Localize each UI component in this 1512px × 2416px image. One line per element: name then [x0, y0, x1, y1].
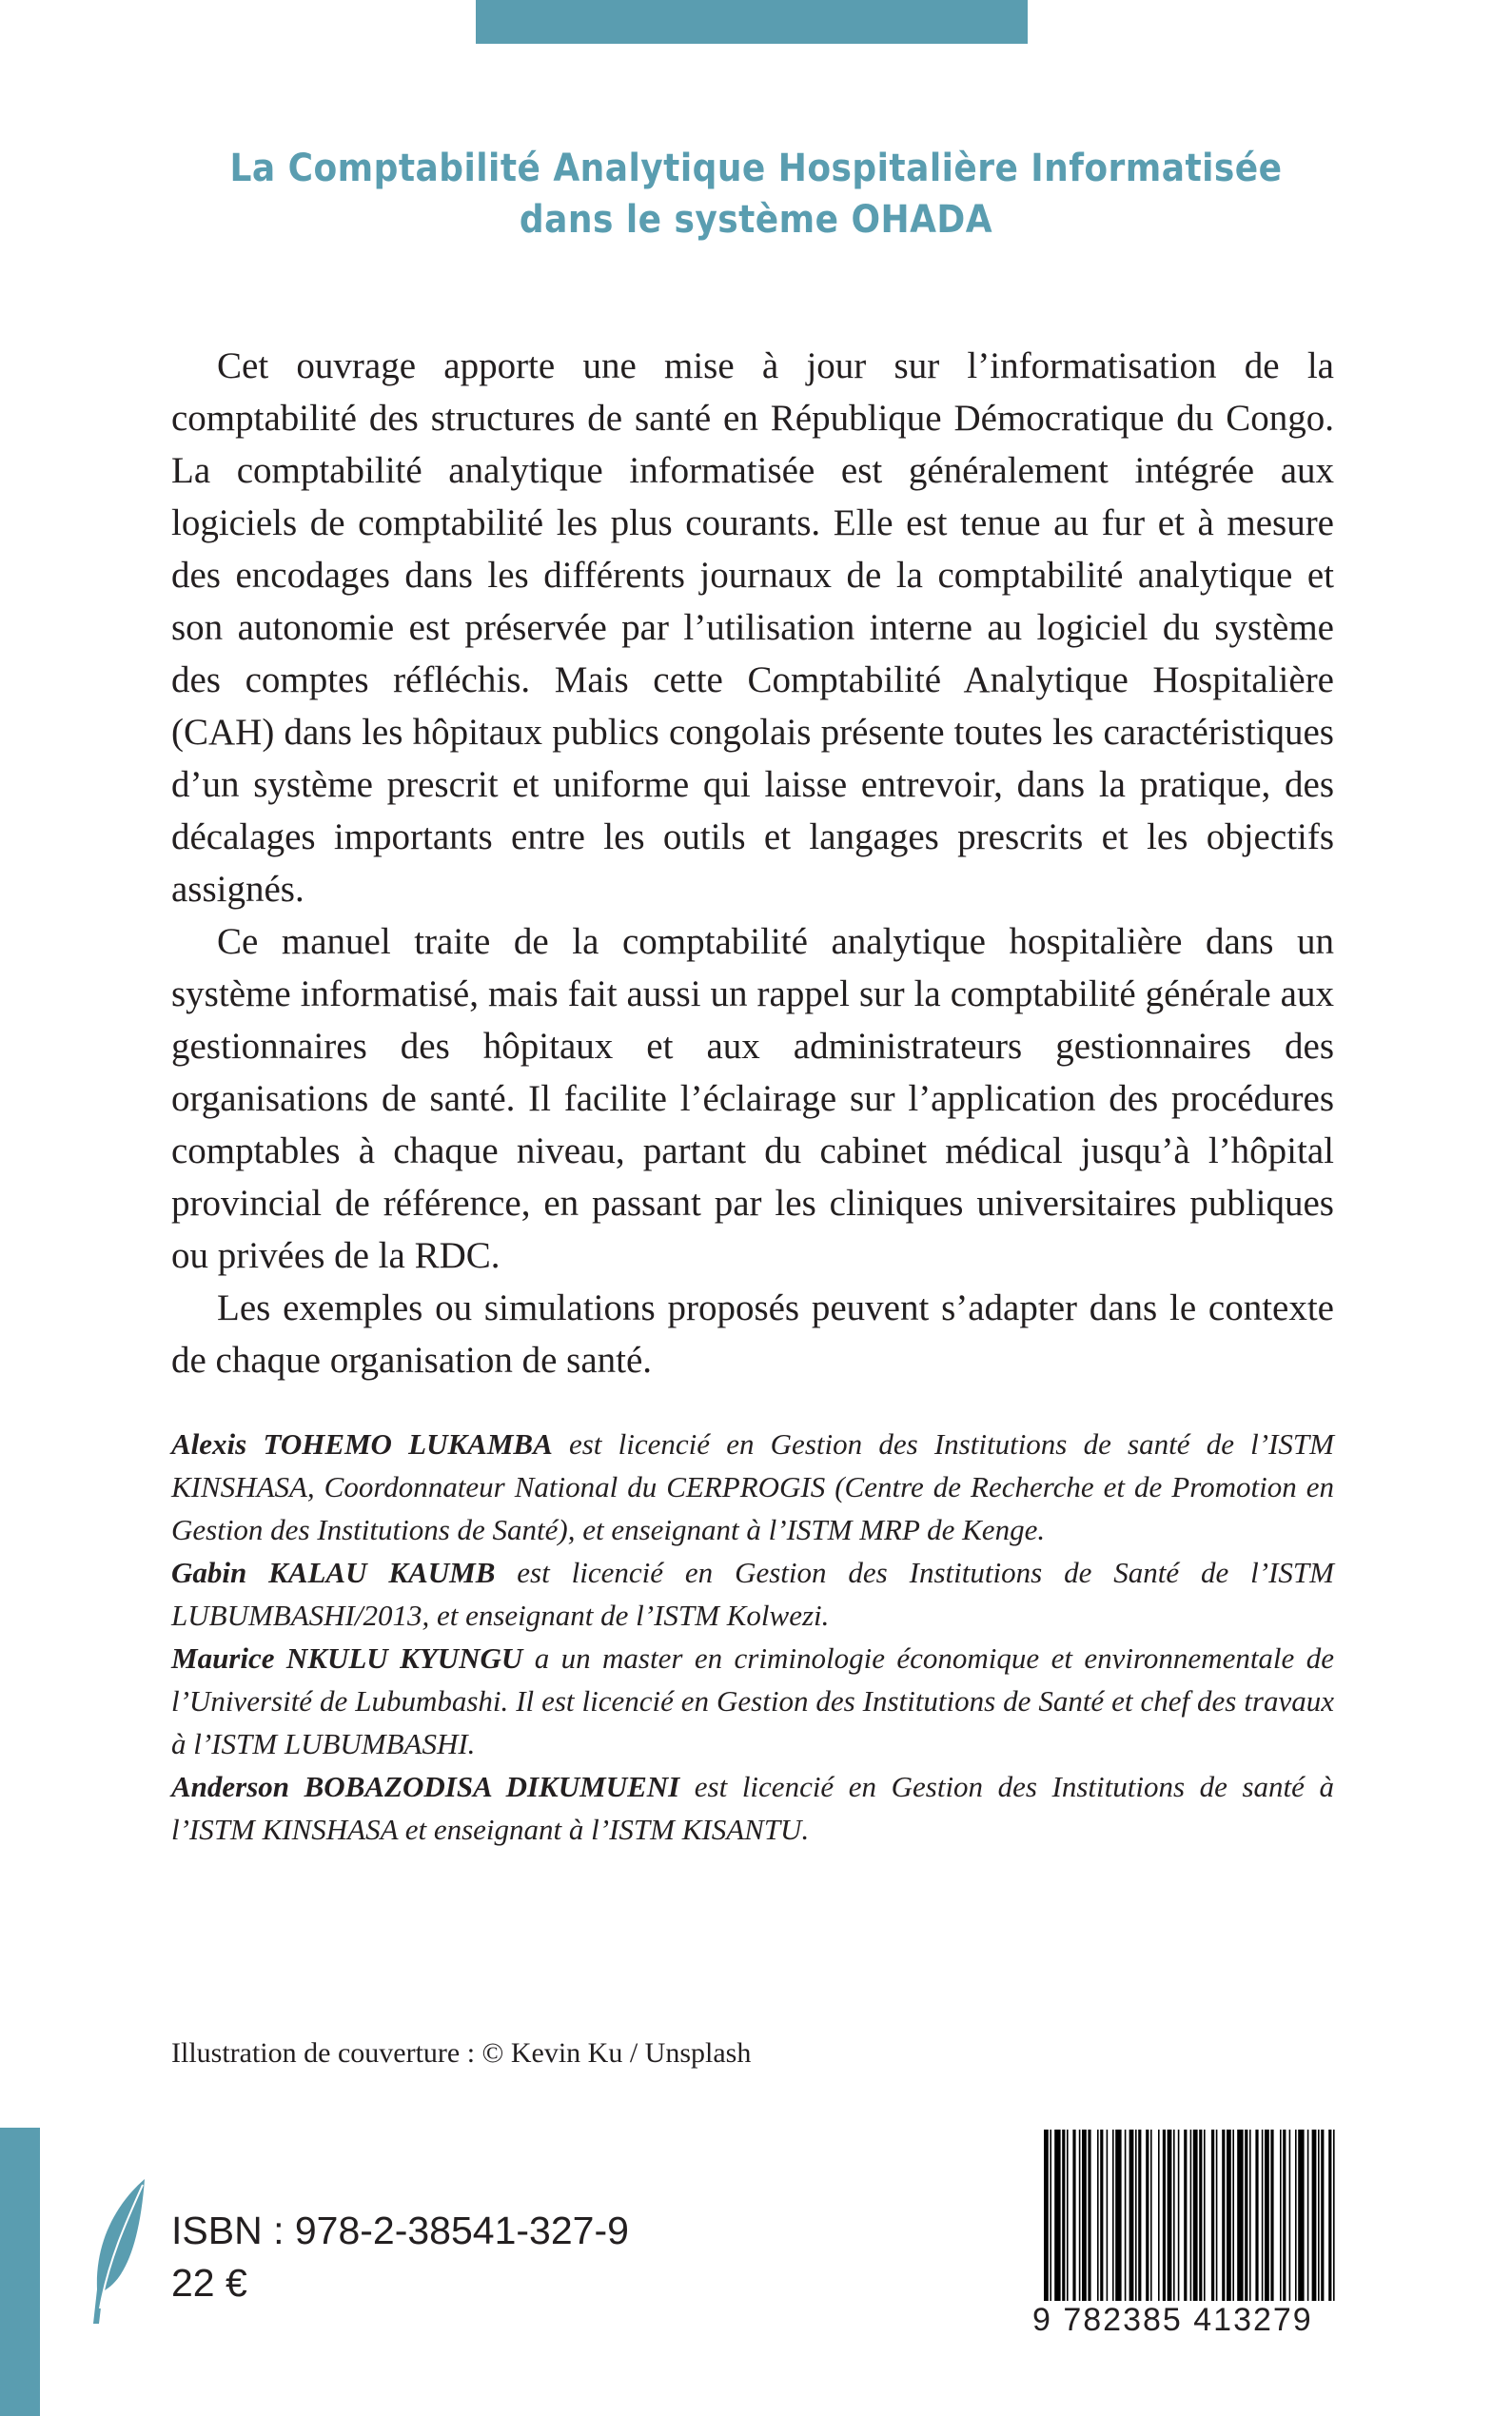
author-bio-text: est licencié en Gestion des Institutions de santé de l’ISTM KINSHASA, Coordonnateur National du CERPROGIS (Centre de Recherche et de Promotion en Gestion des Institutions de Santé), et enseignant à l’ISTM MRP de Kenge. — [171, 1427, 1334, 1546]
barcode-bar — [1088, 2130, 1090, 2301]
barcode-bar — [1193, 2130, 1198, 2301]
barcode-bar — [1283, 2130, 1286, 2301]
barcode-bar — [1190, 2130, 1192, 2301]
barcode-bar — [1312, 2130, 1317, 2301]
summary-paragraph-2: Ce manuel traite de la comptabilité analytique hospitalière dans un système informatisé, mais fait aussi un rappel sur la comptabilité générale aux gestionnaires des hôpitaux et aux administrateurs gestionnaires des organisations de santé. Il facilite l’éclairage sur l’application des procédures comptables à chaque niveau, partant du cabinet médical jusqu’à l’hôpital provincial de référence, en passant par les cliniques universitaires publiques ou privées de la RDC. — [171, 921, 1334, 1276]
barcode-bar — [1307, 2130, 1309, 2301]
barcode-bar — [1082, 2130, 1087, 2301]
summary-paragraph-3: Les exemples ou simulations proposés peuvent s’adapter dans le contexte de chaque organisation de santé. — [171, 1287, 1334, 1381]
barcode-bar — [1289, 2130, 1291, 2301]
barcode-bar — [1204, 2130, 1206, 2301]
barcode-bar — [1318, 2130, 1320, 2301]
barcode-bar — [1054, 2130, 1060, 2301]
author-bio — [171, 1637, 1334, 1765]
book-title-line-2: dans le système OHADA — [519, 198, 993, 242]
barcode-bar — [1129, 2130, 1134, 2301]
barcode-bar — [1138, 2130, 1141, 2301]
author-bios — [171, 1423, 1334, 1851]
barcode-bar — [1062, 2130, 1065, 2301]
barcode-bar — [1072, 2130, 1075, 2301]
barcode-bars — [1032, 2130, 1342, 2301]
author-name: Alexis TOHEMO LUKAMBA — [171, 1427, 553, 1461]
barcode-bar — [1232, 2130, 1234, 2301]
barcode-bar — [1237, 2130, 1243, 2301]
barcode-bar — [1158, 2130, 1160, 2301]
author-bio — [171, 1765, 1334, 1851]
barcode-bar — [1112, 2130, 1114, 2301]
cover-illustration-credit: Illustration de couverture : © Kevin Ku / Unsplash — [171, 2037, 752, 2069]
barcode-bar — [1262, 2130, 1264, 2301]
barcode-bar — [1295, 2130, 1297, 2301]
barcode-bar — [1328, 2130, 1331, 2301]
barcode-bar — [1097, 2130, 1099, 2301]
side-accent-bar — [0, 2128, 40, 2416]
author-name: Anderson BOBAZODISA DIKUMUENI — [171, 1770, 680, 1803]
barcode-bar — [1150, 2130, 1152, 2301]
barcode-bar — [1255, 2130, 1258, 2301]
barcode-bar — [1211, 2130, 1214, 2301]
author-bio-text: a un master en criminologie économique et environnementale de l’Université de Lubumbashi. Il est licencié en Gestion des Institutions de Santé et chef des travaux à l’ISTM LUBUMBASHI. — [171, 1641, 1334, 1760]
barcode-bar — [1270, 2130, 1273, 2301]
barcode-bar — [1146, 2130, 1149, 2301]
barcode-bar — [1163, 2130, 1166, 2301]
barcode-bar — [1321, 2130, 1324, 2301]
barcode-bar — [1135, 2130, 1137, 2301]
barcode-bar — [1280, 2130, 1282, 2301]
barcode-bar — [1265, 2130, 1269, 2301]
back-cover-summary — [171, 340, 1334, 1386]
author-bio — [171, 1551, 1334, 1637]
barcode-bar — [1050, 2130, 1051, 2301]
barcode-bar — [1298, 2130, 1304, 2301]
barcode-bar — [1222, 2130, 1225, 2301]
book-price: 22 € — [171, 2261, 247, 2305]
author-bio — [171, 1423, 1334, 1551]
feather-icon — [88, 2175, 154, 2328]
barcode-bar — [1199, 2130, 1202, 2301]
book-title-line-1: La Comptabilité Analytique Hospitalière Informatisée — [229, 147, 1283, 190]
barcode-bar — [1173, 2130, 1175, 2301]
barcode-bar — [1245, 2130, 1247, 2301]
barcode-bar — [1115, 2130, 1121, 2301]
barcode-bar — [1067, 2130, 1069, 2301]
barcode-bar — [1227, 2130, 1231, 2301]
barcode-bar — [1216, 2130, 1218, 2301]
barcode-bar — [1125, 2130, 1127, 2301]
author-bio-text: est licencié en Gestion des Institutions de santé à l’ISTM KINSHASA et enseignant à l’ISTM KISANTU. — [171, 1770, 1335, 1846]
author-name: Maurice NKULU KYUNGU — [171, 1641, 523, 1675]
barcode-digits: 9 782385 413279 — [1032, 2302, 1313, 2338]
barcode — [1032, 2130, 1342, 2341]
barcode-bar — [1079, 2130, 1081, 2301]
isbn-number: ISBN : 978-2-38541-327-9 — [171, 2209, 629, 2252]
barcode-bar — [1178, 2130, 1180, 2301]
author-name: Gabin KALAU KAUMB — [171, 1556, 496, 1589]
barcode-bar — [1100, 2130, 1103, 2301]
author-bio-text: est licencié en Gestion des Institutions de Santé de l’ISTM LUBUMBASHI/2013, et enseignant de l’ISTM Kolwezi. — [171, 1556, 1334, 1632]
summary-paragraph-1: Cet ouvrage apporte une mise à jour sur l’informatisation de la comptabilité des structures de santé en République Démocratique du Congo. La comptabilité analytique informatisée est généralement intégrée aux logiciels de comptabilité les plus courants. Elle est tenue au fur et à mesure des encodages dans les différents journaux de la comptabilité analytique et son autonomie est préservée par l’utilisation interne au logiciel du système des comptes réfléchis. Mais cette Comptabilité Analytique Hospitalière (CAH) dans les hôpitaux publics congolais présente toutes les caractéristiques d’un système prescrit et uniforme qui laisse entrevoir, dans la pratique, des décalages importants entre les outils et langages prescrits et les objectifs assignés. — [171, 345, 1334, 910]
barcode-bar — [1044, 2130, 1049, 2301]
barcode-bar — [1249, 2130, 1251, 2301]
barcode-bar — [1168, 2130, 1172, 2301]
barcode-bar — [1107, 2130, 1109, 2301]
barcode-bar — [1333, 2130, 1335, 2301]
top-accent-bar — [476, 0, 1028, 44]
barcode-bar — [1184, 2130, 1187, 2301]
